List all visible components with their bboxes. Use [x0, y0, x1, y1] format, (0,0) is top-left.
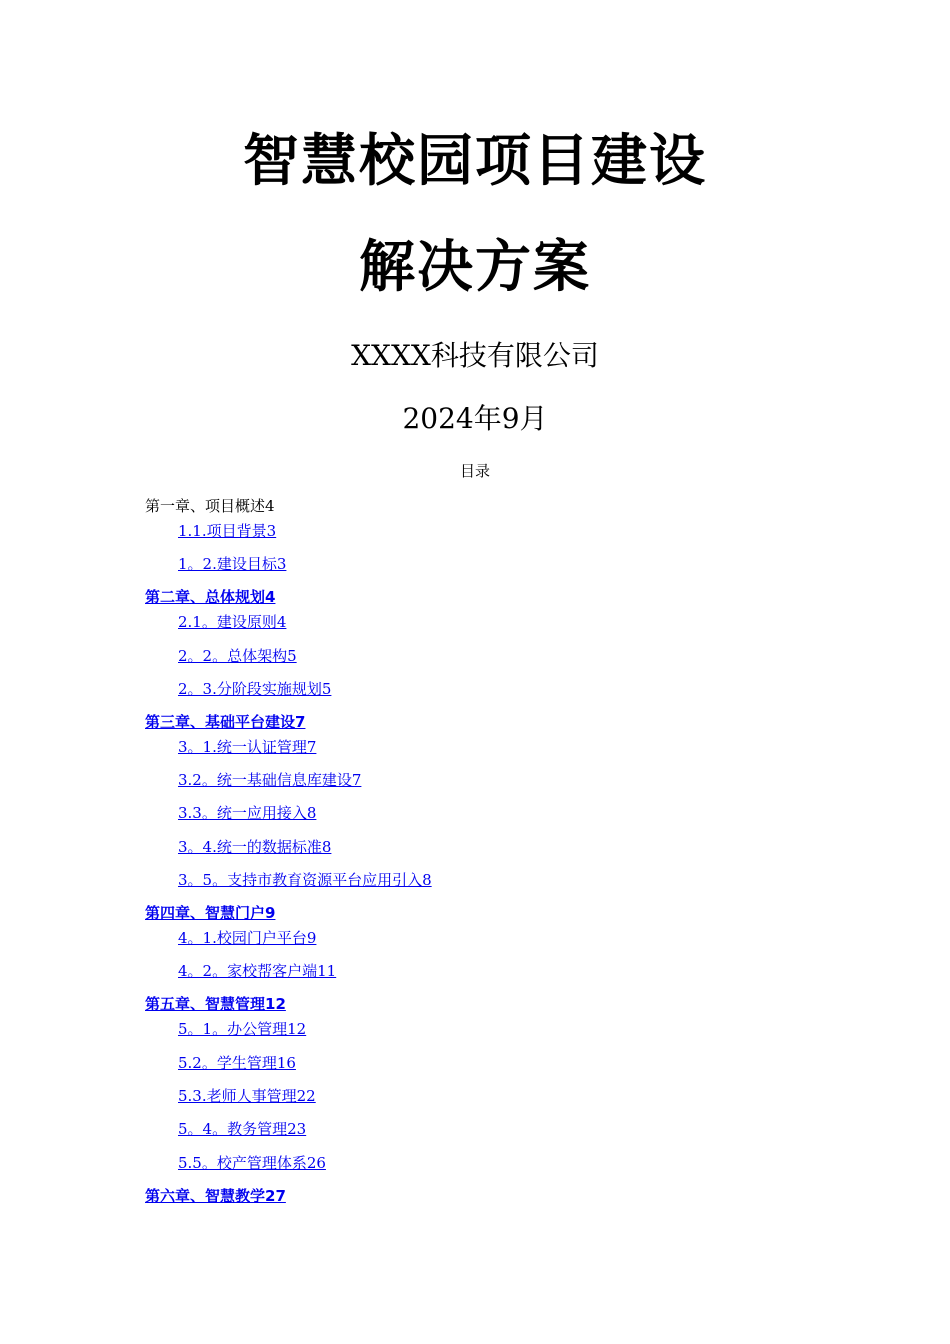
toc-chapter-link[interactable]: 第六章、智慧教学27	[145, 1187, 286, 1205]
toc-section-link[interactable]: 2。2。总体架构5	[178, 647, 297, 665]
toc-chapter-link[interactable]: 第五章、智慧管理12	[145, 995, 286, 1013]
toc-chapter-link[interactable]: 第三章、基础平台建设7	[145, 713, 306, 731]
toc-section-link[interactable]: 5。1。办公管理12	[178, 1020, 307, 1038]
toc-chapter-link: 第一章、项目概述4	[145, 497, 275, 515]
toc-section-link[interactable]: 4。1.校园门户平台9	[178, 929, 317, 947]
toc-section-link[interactable]: 2。3.分阶段实施规划5	[178, 680, 332, 698]
toc-section-link[interactable]: 1.1.项目背景3	[178, 522, 277, 540]
company-name: XXXX科技有限公司	[351, 339, 599, 372]
toc-chapter-link[interactable]: 第四章、智慧门户9	[145, 904, 276, 922]
toc-section-link[interactable]: 1。2.建设目标3	[178, 555, 287, 573]
toc-section-link[interactable]: 3。4.统一的数据标准8	[178, 838, 332, 856]
toc-section-link[interactable]: 3.2。统一基础信息库建设7	[178, 771, 362, 789]
toc-section-link[interactable]: 5.5。校产管理体系26	[178, 1154, 326, 1172]
toc-section-link[interactable]: 5。4。教务管理23	[178, 1120, 307, 1138]
document-date: 2024年9月	[402, 402, 548, 435]
toc-section-link[interactable]: 4。2。家校帮客户端11	[178, 962, 337, 980]
toc-section-link[interactable]: 3。5。支持市教育资源平台应用引入8	[178, 871, 432, 889]
toc-section-link[interactable]: 2.1。建设原则4	[178, 613, 287, 631]
document-title-line-2: 解决方案	[359, 235, 591, 300]
toc-heading: 目录	[459, 462, 490, 480]
document-title-line-1: 智慧校园项目建设	[243, 129, 707, 194]
toc-chapter-link[interactable]: 第二章、总体规划4	[145, 588, 276, 606]
toc-section-link[interactable]: 3。1.统一认证管理7	[178, 738, 317, 756]
toc-section-link[interactable]: 5.2。学生管理16	[178, 1054, 296, 1072]
toc-section-link[interactable]: 5.3.老师人事管理22	[178, 1087, 316, 1105]
toc-section-link[interactable]: 3.3。统一应用接入8	[178, 804, 317, 822]
